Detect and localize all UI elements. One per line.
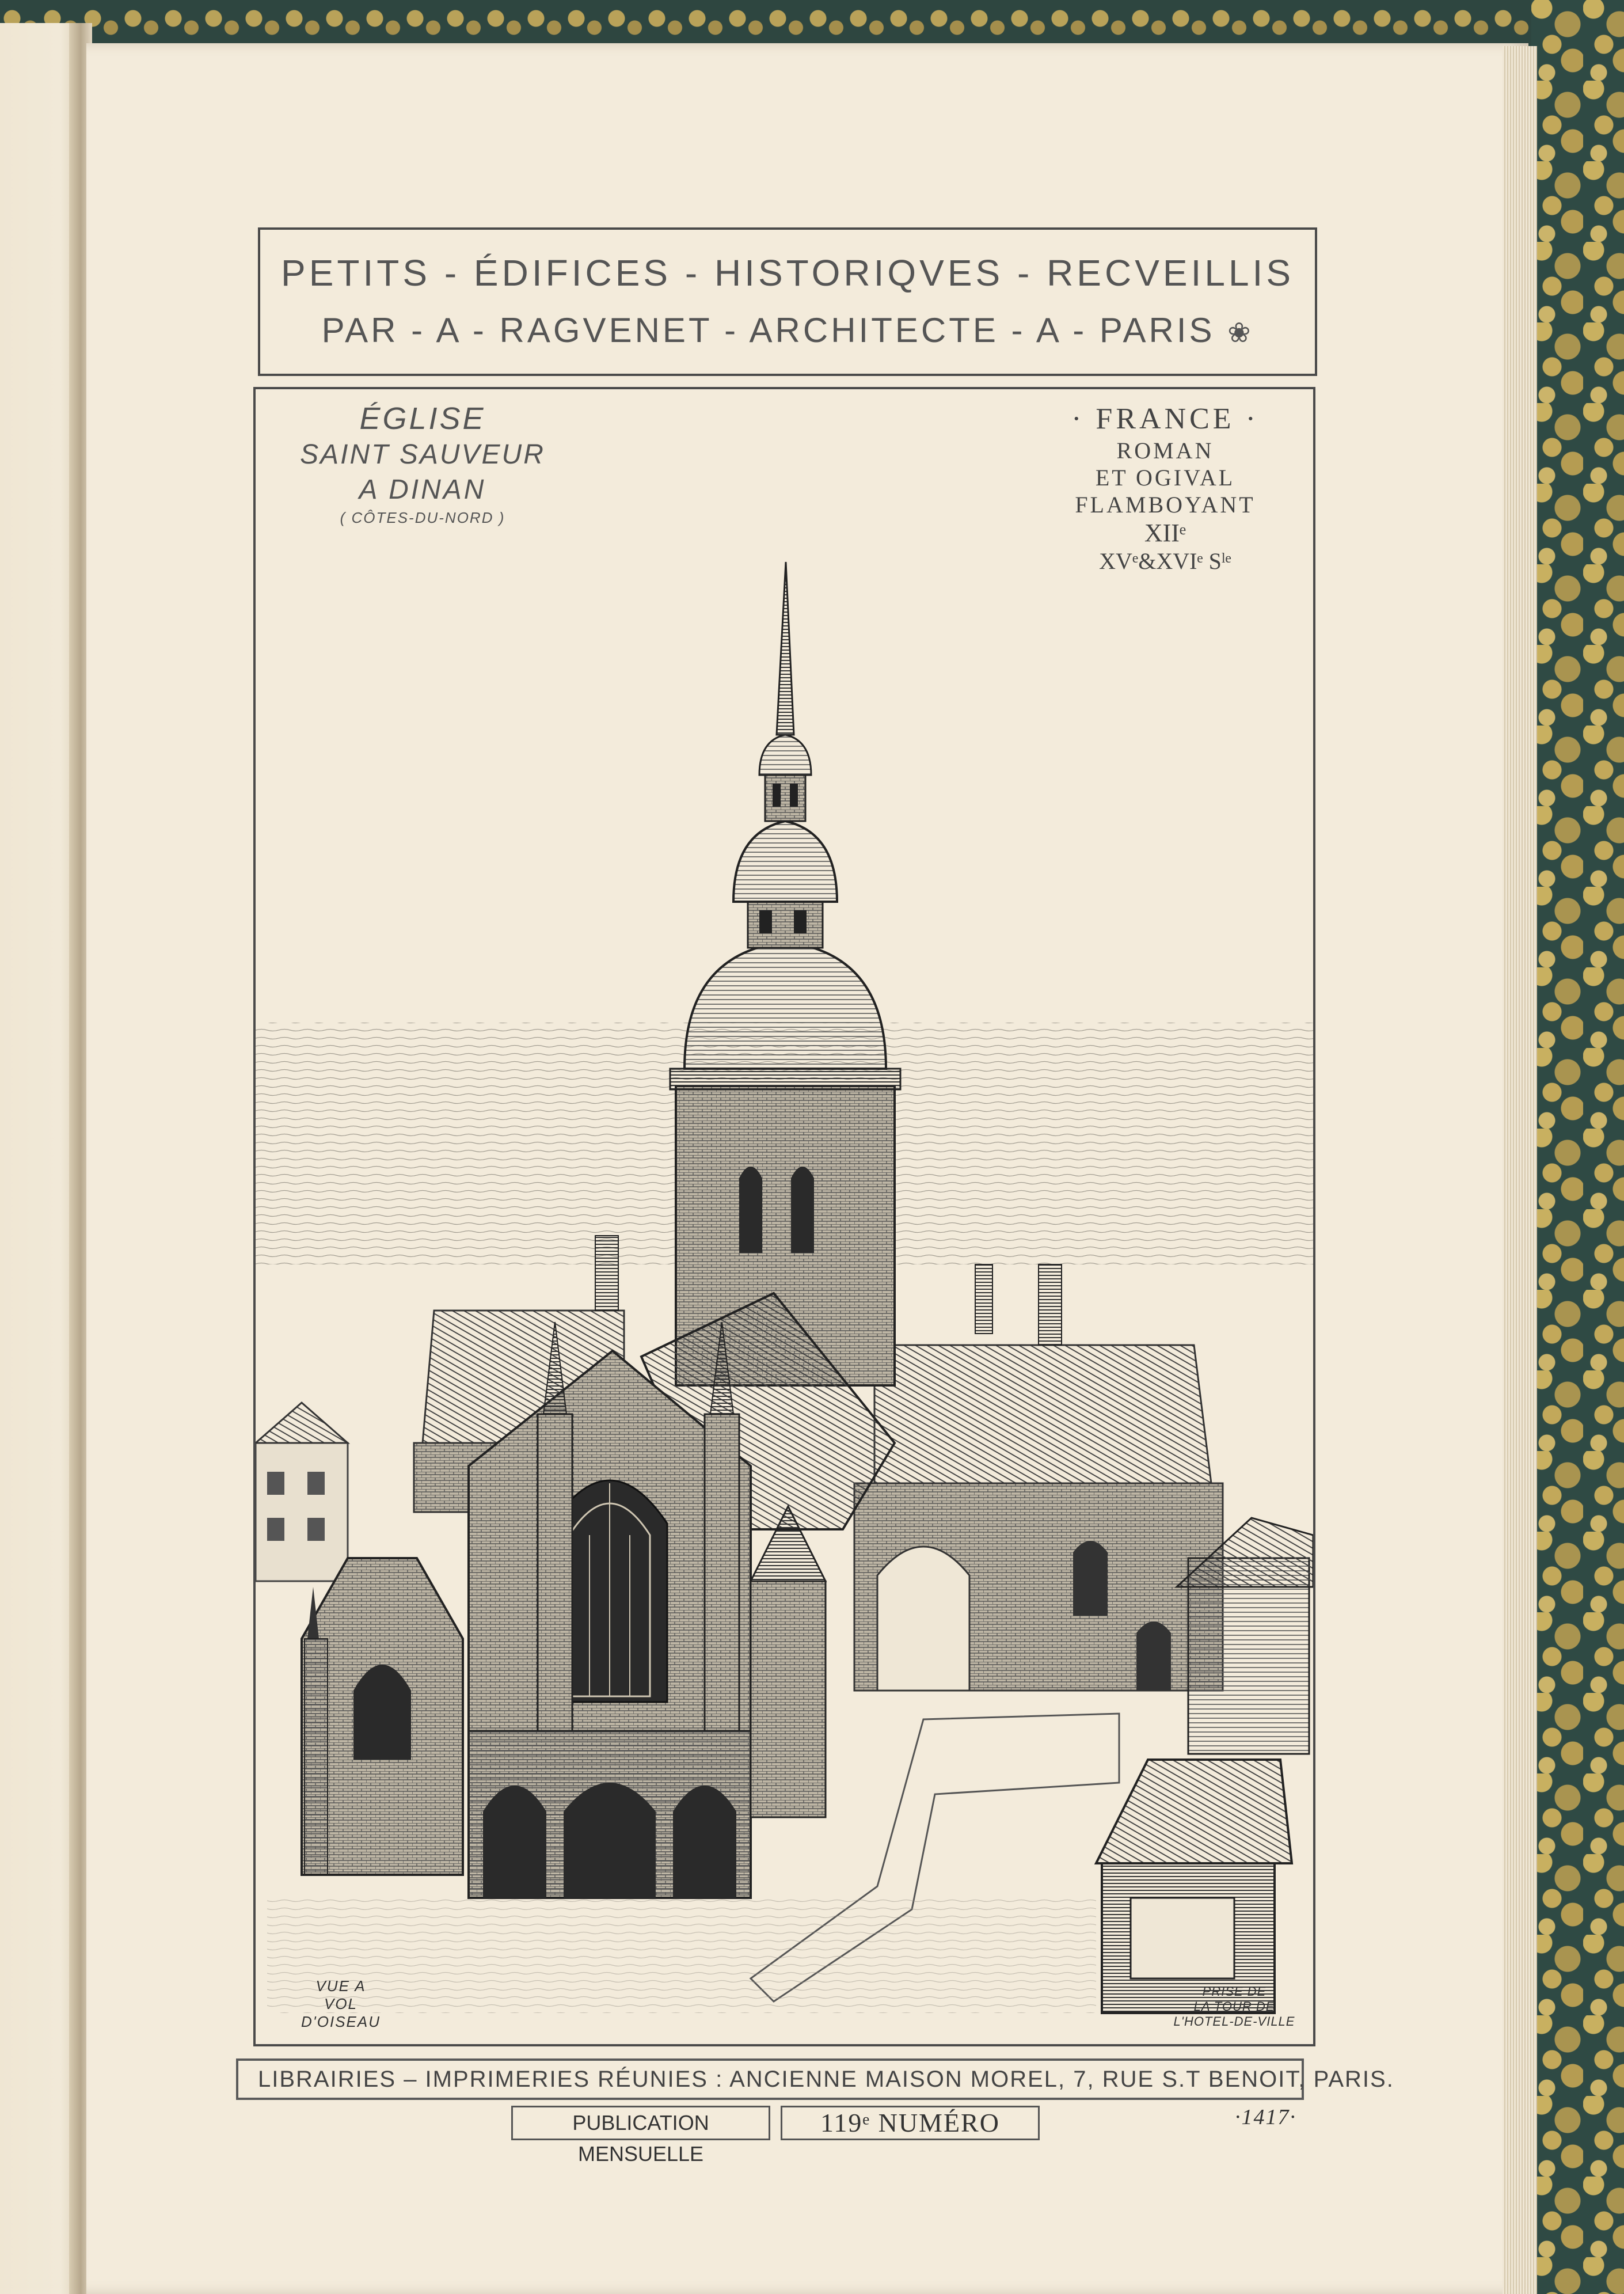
book-cover-marbled	[1531, 0, 1624, 2294]
caption-church: ÉGLISE	[359, 401, 486, 436]
note-birds-eye-view	[283, 1977, 398, 2031]
title-line-1: PETITS - ÉDIFICES - HISTORIQVES - RECVEILLIS	[281, 252, 1294, 294]
page-number: ·1417·	[1235, 2105, 1296, 2129]
page-edges	[1503, 46, 1537, 2294]
caption-century-2: XVᵉ&XVIᵉ Sˡᵉ	[1099, 548, 1231, 574]
ornament-icon: ❀	[1227, 318, 1254, 348]
plate-caption-left	[273, 401, 572, 527]
caption-style-3: FLAMBOYANT	[1075, 492, 1256, 518]
caption-style-2: ET OGIVAL	[1095, 465, 1235, 491]
side-chapel	[302, 1558, 463, 1875]
note-left-line-1: VUE A	[315, 1977, 366, 1995]
caption-region: ( CÔTES-DU-NORD )	[340, 509, 505, 526]
issue-number: 119ᵉ NUMÉRO	[781, 2106, 1040, 2140]
publication-label: PUBLICATION MENSUELLE	[511, 2106, 770, 2140]
title-box	[258, 227, 1317, 376]
note-left-line-2: VOL D'OISEAU	[301, 1995, 381, 2030]
book-cover-top	[0, 0, 1624, 46]
caption-saint: SAINT SAUVEUR	[300, 439, 545, 470]
publisher-line: LIBRAIRIES – IMPRIMERIES RÉUNIES : ANCIENNE MAISON MOREL, 7, RUE S.T BENOIT, PARIS.	[236, 2058, 1304, 2100]
bell-tower	[670, 562, 900, 1385]
title-line-2	[260, 310, 1315, 350]
caption-century-1: XIIᵉ	[1144, 519, 1186, 547]
title-line-2-text: PAR - A - RAGVENET - ARCHITECTE - A - PARIS	[321, 311, 1215, 350]
caption-country: · FRANCE ·	[1071, 402, 1259, 435]
note-viewpoint	[1165, 1984, 1303, 2029]
church-engraving	[256, 389, 1313, 2044]
note-right-line-1: PRISE DE	[1202, 1984, 1267, 1999]
note-right-line-2: LA TOUR DE	[1193, 1999, 1275, 2014]
plate-caption-right	[1027, 402, 1303, 575]
note-right-line-3: L'HOTEL-DE-VILLE	[1173, 2014, 1295, 2029]
caption-style-1: ROMAN	[1116, 438, 1214, 464]
houses-left	[256, 1403, 348, 1581]
caption-city: A DINAN	[359, 474, 486, 505]
engraving-plate	[253, 387, 1315, 2046]
